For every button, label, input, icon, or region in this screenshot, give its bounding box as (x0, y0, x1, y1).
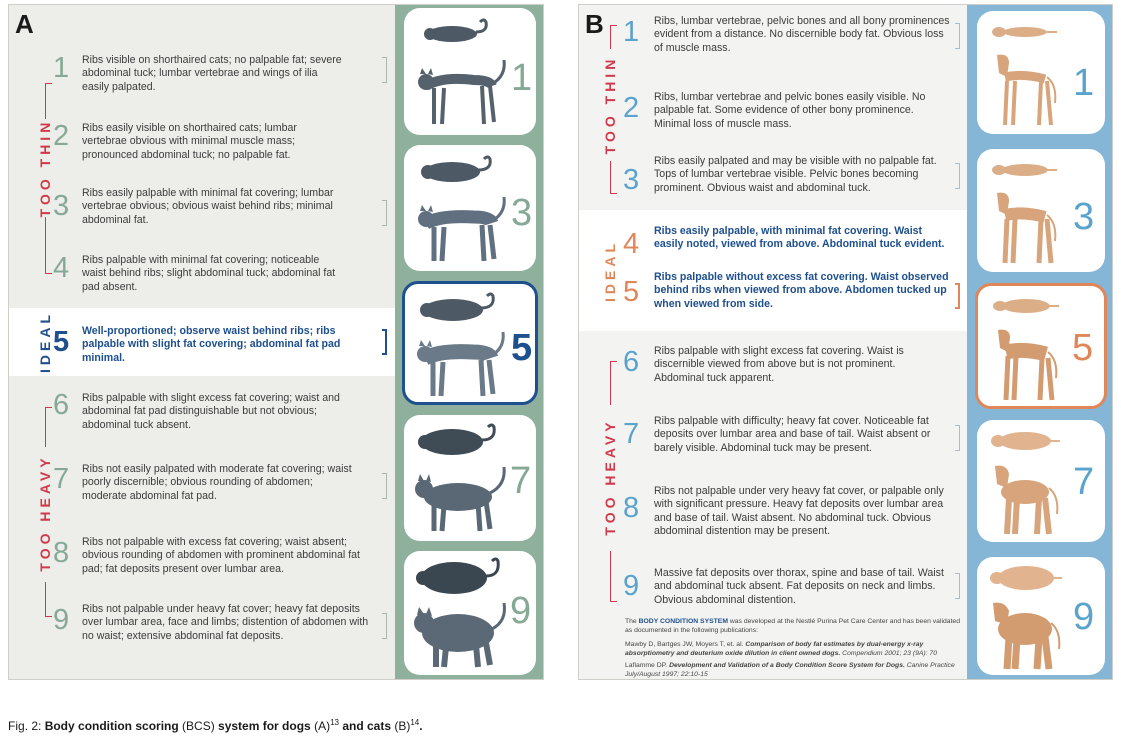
score-number: 1 (53, 52, 70, 84)
dog-card-5-ideal (975, 283, 1107, 409)
score-number-ideal: 5 (53, 326, 70, 358)
card-number: 9 (1073, 596, 1095, 638)
score-number: 9 (623, 570, 640, 602)
score-number: 9 (53, 604, 70, 636)
too-heavy-line-bottom (45, 582, 46, 616)
panel-b (578, 4, 1113, 680)
dog-card-3 (977, 149, 1105, 272)
bracket (382, 200, 387, 226)
score-number: 8 (53, 537, 70, 569)
too-thin-label: TOO THIN (37, 118, 53, 218)
cat-top-view-icon (422, 18, 492, 48)
score-number: 8 (623, 492, 640, 524)
score-description: Ribs not palpable under very heavy fat cover, or palpable only with significant pressure. Heavy fat deposits over lumbar area and base of tail. Waist absent. No abdominal tuck. Obvious abdominal distention may be present. (654, 485, 944, 537)
score-description: Ribs not palpable with excess fat covering; waist absent; obvious rounding of abdomen with prominent abdominal fat pad; fat deposits present over lumbar area. (82, 536, 360, 575)
bracket (955, 425, 960, 451)
card-number: 1 (511, 57, 533, 99)
too-heavy-line-bottom (610, 551, 611, 601)
too-thin-line-top (610, 25, 611, 49)
panel-letter: B (585, 9, 604, 39)
score-number: 2 (623, 92, 640, 124)
ideal-label: IDEAL (37, 311, 53, 373)
ideal-label: IDEAL (602, 240, 618, 302)
card-number: 3 (511, 192, 533, 234)
dog-card-9 (977, 557, 1105, 675)
cat-card-9 (404, 551, 536, 675)
cat-side-view-icon (412, 56, 512, 131)
card-number: 5 (511, 327, 533, 369)
dog-side-view-icon (983, 458, 1073, 538)
too-heavy-label: TOO HEAVY (37, 454, 53, 572)
too-thin-label: TOO THIN (602, 55, 618, 155)
bracket-ideal (382, 329, 387, 355)
cat-top-view-icon (420, 155, 500, 187)
too-thin-tick-top (610, 25, 617, 26)
cat-side-view-icon (412, 463, 512, 538)
score-number-ideal: 4 (623, 228, 640, 260)
panel-a (8, 4, 544, 680)
score-number: 4 (53, 252, 70, 284)
too-heavy-tick-bottom (45, 616, 52, 617)
score-description: Ribs not palpable under heavy fat cover; heavy fat deposits over lumbar area, face and limbs; distention of abdomen with no waist; extensive abdominal fat deposits. (82, 603, 369, 642)
score-description: Ribs visible on shorthaired cats; no palpable fat; severe abdominal tuck; lumbar vertebrae and wings of ilia easily palpated. (82, 54, 342, 93)
reference: Mawby D, Bartges JW, Moyers T, et. al. Comparison of body fat estimates by dual-energy x-ray absorptiometry and deuterium oxide dilution in client owned dogs. Compendium 2001; 23 (9A): 70 (625, 641, 937, 657)
too-heavy-label: TOO HEAVY (602, 418, 618, 536)
score-description: Massive fat deposits over thorax, spine and base of tail. Waist and abdominal tuck absent. Fat deposits on neck and limbs. Obvious abdominal distention. (654, 567, 944, 606)
score-description: Ribs easily palpated and may be visible with no palpable fat. Tops of lumbar vertebrae visible. Pelvic bones becoming prominent. Obvious waist and abdominal tuck. (654, 155, 937, 194)
card-number: 3 (1073, 196, 1095, 238)
score-number: 1 (623, 16, 640, 48)
score-description: Ribs palpable with minimal fat covering; noticeable waist behind ribs; slight abdominal tuck; abdominal fat pad absent. (82, 254, 336, 293)
score-number: 7 (53, 463, 70, 495)
score-number: 3 (53, 190, 70, 222)
card-number: 5 (1072, 327, 1094, 369)
cat-side-view-icon (411, 328, 511, 403)
cat-side-view-icon (412, 193, 512, 268)
score-description: Ribs palpable with slight excess fat covering; waist and abdominal fat pad distinguishable but not obvious; abdominal tuck absent. (82, 392, 340, 431)
dog-top-view-icon (989, 159, 1059, 181)
too-thin-line-bottom (45, 217, 46, 273)
cat-top-view-icon (419, 292, 503, 326)
bracket-ideal (955, 283, 960, 309)
too-thin-tick-bottom (610, 193, 617, 194)
score-number: 6 (623, 346, 640, 378)
too-heavy-line-top (45, 407, 46, 447)
dog-top-view-icon (989, 21, 1059, 43)
score-description: Ribs easily palpable with minimal fat covering; lumbar vertebrae obvious; obvious waist behind ribs; minimal abdominal fat. (82, 187, 334, 226)
footnote-brand: BODY CONDITION SYSTEM (638, 618, 728, 625)
too-thin-line-bottom (610, 161, 611, 193)
bracket (382, 57, 387, 83)
card-number: 1 (1073, 62, 1095, 104)
card-number: 7 (510, 460, 532, 502)
bracket (955, 573, 960, 599)
too-thin-tick-top (45, 83, 52, 84)
figure-caption: Fig. 2: Body condition scoring (BCS) system for dogs $(A)^{13}$ and cats $(B)^{14}$. (8, 718, 423, 733)
bracket (382, 613, 387, 639)
too-thin-line-top (45, 83, 46, 119)
bracket (382, 473, 387, 499)
score-description: Ribs palpable with slight excess fat covering. Waist is discernible viewed from above but is not prominent. Abdominal tuck apparent. (654, 345, 904, 384)
score-description: Ribs palpable with difficulty; heavy fat cover. Noticeable fat deposits over lumbar area and base of tail. Waist absent or barely visible. Abdominal tuck may be present. (654, 415, 931, 454)
cat-top-view-icon (418, 423, 502, 459)
dog-side-view-icon (983, 187, 1073, 267)
footnote: The BODY CONDITION SYSTEM was developed at the Nestlé Purina Pet Care Center and has been validated as documented in the following publications: Mawby D, Bartges JW, Moyers T, et. al. Comparison of body fat estimates by dual-energy x-ray absorptiometry and deuterium oxide dilution in client owned dogs. Compendium 2001; 23 (9A): 70 Laflamme DP. Development and Validation of a Body Condition Score System for Dogs. Canine Practice July/August 1997; 22:10-15 (625, 618, 960, 678)
cat-card-3 (404, 145, 536, 271)
reference: Laflamme DP. Development and Validation of a Body Condition Score System for Dogs. Canine Practice July/August 1997; 22:10-15 (625, 662, 955, 678)
score-description-ideal: Ribs palpable without excess fat covering. Waist observed behind ribs when viewed from above. Abdomen tucked up when viewed from side. (654, 271, 949, 310)
dog-top-view-icon (989, 563, 1063, 593)
bracket (955, 163, 960, 189)
dog-card-7 (977, 420, 1105, 542)
card-number: 9 (510, 590, 532, 632)
score-number: 7 (623, 418, 640, 450)
too-heavy-tick-top (610, 361, 617, 362)
card-number: 7 (1073, 461, 1095, 503)
cat-side-view-icon (412, 597, 512, 672)
cat-card-1 (404, 8, 536, 135)
cat-top-view-icon (416, 557, 504, 597)
score-description-ideal: Ribs easily palpable, with minimal fat covering. Waist easily noted, viewed from above. Abdominal tuck evident. (654, 225, 945, 251)
too-heavy-line-top (610, 361, 611, 405)
cat-card-7 (404, 415, 536, 541)
score-number: 6 (53, 389, 70, 421)
score-number: 2 (53, 120, 70, 152)
bracket (955, 23, 960, 49)
dog-card-1 (977, 11, 1105, 134)
dog-top-view-icon (989, 428, 1061, 454)
score-number-ideal: 5 (623, 276, 640, 308)
panel-letter: A (15, 9, 34, 39)
score-description: Ribs, lumbar vertebrae and pelvic bones easily visible. No palpable fat. Some evidence of other bony prominence. Minimal loss of muscle mass. (654, 91, 926, 130)
dog-side-view-icon (983, 593, 1073, 673)
too-thin-tick-bottom (45, 273, 52, 274)
dog-side-view-icon (984, 324, 1074, 404)
score-description: Ribs, lumbar vertebrae, pelvic bones and all bony prominences evident from a distance. No discernible body fat. Obvious loss of muscle mass. (654, 15, 950, 54)
too-heavy-tick-bottom (610, 601, 617, 602)
dog-top-view-icon (990, 294, 1060, 318)
score-description-ideal: Well-proportioned; observe waist behind ribs; ribs palpable with slight fat covering; abdominal fat pad minimal. (82, 325, 341, 364)
score-description: Ribs not easily palpated with moderate fat covering; waist poorly discernible; obvious rounding of abdomen; moderate abdominal fat pad. (82, 463, 352, 502)
cat-card-5-ideal (402, 281, 538, 405)
score-description: Ribs easily visible on shorthaired cats; lumbar vertebrae obvious with minimal muscle mass; pronounced abdominal tuck; no palpable fat. (82, 122, 297, 161)
too-heavy-tick-top (45, 407, 52, 408)
score-number: 3 (623, 164, 640, 196)
dog-side-view-icon (983, 49, 1073, 129)
